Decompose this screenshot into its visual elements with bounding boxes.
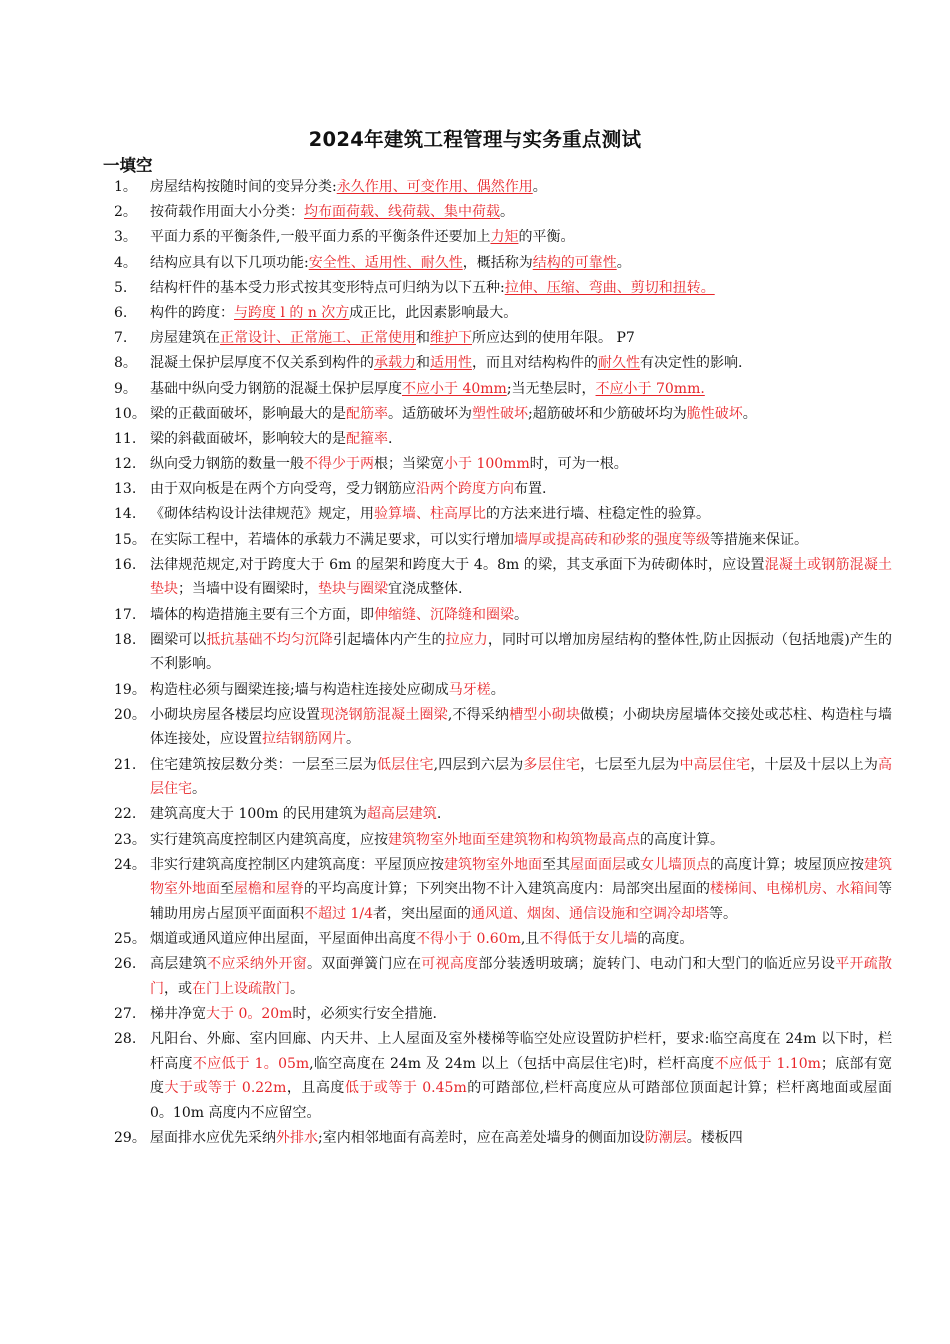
question-segment: 。适筋破坏为 — [388, 405, 472, 422]
answer-text: 拉伸、压缩、弯曲、剪切和扭转。 — [504, 279, 715, 296]
question-segment: 的高度计算。 — [640, 831, 724, 848]
question-item — [0, 175, 950, 200]
question-item — [0, 628, 950, 677]
answer-text: 不得小于 0.60m — [416, 931, 521, 948]
question-segment: 非实行建筑高度控制区内建筑高度：平屋顶应按 — [150, 856, 444, 873]
question-segment: 时，可为一根。 — [529, 456, 628, 473]
question-segment: 构造柱必须与圈梁连接;墙与构造柱连接处应砌成 — [150, 681, 449, 698]
answer-text: 脆性破坏 — [686, 405, 743, 422]
question-segment: 宜浇成整体. — [388, 581, 463, 598]
answer-text: 力矩 — [490, 229, 519, 246]
answer-text: 配筋率 — [346, 405, 388, 422]
question-segment: 构件的跨度： — [150, 304, 234, 321]
answer-text: 墙厚或提高砖和砂浆的强度等级 — [514, 531, 710, 548]
question-text — [0, 200, 950, 225]
question-item — [0, 603, 950, 628]
section-heading: 一填空 — [103, 156, 153, 175]
question-number: 15。 — [114, 531, 146, 548]
answer-text: 低于或等于 0.45m — [344, 1080, 467, 1097]
question-text — [0, 477, 950, 502]
question-text — [0, 1002, 950, 1027]
question-segment: 引起墙体内产生的 — [333, 631, 446, 648]
answer-text: 拉结钢筋网片 — [262, 731, 346, 748]
answer-text: 配箍率 — [346, 430, 388, 447]
question-text — [0, 802, 950, 827]
question-segment: ;室内相邻地面有高差时，应在高差处墙身的侧面加设 — [318, 1130, 645, 1147]
question-number: 9。 — [114, 380, 137, 397]
question-segment: 等。 — [708, 905, 737, 922]
question-segment: ，七层至九层为 — [580, 756, 680, 773]
question-text — [0, 628, 950, 677]
question-item — [0, 703, 950, 752]
answer-text: 建筑物室外地面 — [150, 856, 892, 898]
document-title: 2024年建筑工程管理与实务重点测试 — [308, 128, 642, 151]
answer-text: 永久作用、可变作用、偶然作用 — [336, 179, 533, 195]
question-item — [0, 326, 950, 351]
answer-text: 不应小于 70mm. — [595, 380, 705, 397]
question-item — [0, 802, 950, 827]
question-item — [0, 502, 950, 527]
question-number: 1。 — [114, 179, 137, 195]
answer-text: 沿两个跨度方向 — [416, 481, 514, 498]
question-segment: 梁的正截面破坏，影响最大的是 — [150, 405, 346, 422]
question-number: 26. — [114, 956, 137, 973]
question-number: 11. — [114, 430, 137, 447]
question-segment: ,且 — [520, 931, 540, 948]
question-segment: ;超筋破坏和少筋破坏均为 — [528, 405, 687, 422]
question-segment: 时，必须实行安全措施. — [292, 1006, 437, 1023]
question-text — [0, 326, 950, 351]
question-text — [0, 753, 950, 802]
question-segment: 和 — [416, 355, 430, 372]
question-list — [0, 175, 950, 1151]
question-segment: 和 — [416, 330, 430, 347]
question-number: 21. — [114, 756, 137, 773]
answer-text: 混凝土或钢筋混凝土垫块 — [150, 556, 892, 598]
answer-text: 在门上设疏散门 — [192, 980, 290, 997]
question-segment: 法律规范规定,对于跨度大于 6m 的屋架和跨度大于 4。8m 的梁，其支承面下为砖砌体时，应设置 — [150, 556, 765, 573]
answer-text: 均布面荷载、线荷载、集中荷载 — [304, 204, 500, 221]
question-number: 7. — [114, 330, 128, 347]
question-segment: ,不得采纳 — [447, 706, 510, 723]
answer-text: 屋面面层 — [570, 856, 626, 873]
question-number: 13. — [114, 481, 137, 498]
answer-text: 验算墙、柱高厚比 — [374, 506, 486, 523]
answer-text: 中高层住宅 — [679, 756, 751, 773]
question-segment: 高层建筑 — [150, 956, 208, 973]
question-segment: ，或 — [164, 980, 192, 997]
answer-text: 不应小于 40mm — [402, 380, 507, 397]
answer-text: 超高层建筑 — [366, 806, 437, 823]
question-segment: 。 — [532, 179, 547, 195]
question-item — [0, 427, 950, 452]
answer-text: 拉应力 — [445, 631, 488, 648]
question-item — [0, 678, 950, 703]
answer-text: 大于 0。20m — [206, 1006, 293, 1023]
answer-text: 维护下 — [430, 330, 472, 347]
question-segment: 屋面排水应优先采纳 — [150, 1130, 276, 1147]
question-item — [0, 528, 950, 553]
answer-text: 不得少于两 — [304, 456, 374, 473]
answer-text: 正常设计、正常施工、正常使用 — [220, 330, 416, 347]
question-segment: 。双面弹簧门应在 — [307, 956, 422, 973]
question-segment: ，而且对结构构件的 — [472, 355, 598, 372]
question-segment: 。 — [742, 405, 757, 422]
answer-text: 抵抗基础不均匀沉降 — [206, 631, 334, 648]
answer-text: 伸缩缝、沉降缝和圈梁 — [374, 606, 514, 623]
question-segment: 。 — [192, 781, 206, 798]
question-item — [0, 1002, 950, 1027]
question-segment: 。 — [346, 731, 360, 748]
question-text — [0, 1027, 950, 1125]
question-text — [0, 251, 950, 276]
answer-text: 外排水 — [276, 1130, 318, 1147]
question-item — [0, 828, 950, 853]
question-segment: 成正比，此因素影响最大。 — [349, 304, 518, 321]
answer-text: 防潮层 — [644, 1130, 687, 1147]
question-item — [0, 927, 950, 952]
question-segment: 房屋建筑在 — [150, 330, 220, 347]
answer-text: 高层住宅 — [150, 756, 893, 798]
question-segment: 混凝土保护层厚度不仅关系到构件的 — [150, 355, 374, 372]
question-segment: 至 — [220, 881, 234, 898]
answer-text: 多层住宅 — [523, 756, 581, 773]
answer-text: 垫块与圈梁 — [318, 581, 388, 598]
answer-text: 现浇钢筋混凝土圈梁 — [320, 706, 448, 723]
question-number: 19。 — [114, 681, 146, 698]
question-segment: ,临空高度在 24m 及 24m 以上（包括中高层住宅)时，栏杆高度 — [309, 1055, 715, 1072]
question-segment: . — [388, 430, 393, 447]
question-segment: 。 — [290, 980, 304, 997]
question-segment: ；底部有宽度 — [150, 1055, 893, 1097]
question-text — [0, 553, 950, 602]
question-segment: 房屋结构按随时间的变异分类: — [150, 179, 337, 195]
question-segment: 的高度计算；坡屋顶应按 — [710, 856, 864, 873]
question-text — [0, 301, 950, 326]
question-segment: ,四层到六层为 — [433, 756, 524, 773]
question-segment: 梯井净宽 — [150, 1006, 206, 1023]
question-segment: . — [436, 806, 442, 823]
question-number: 25。 — [114, 931, 146, 948]
answer-text: 低层住宅 — [376, 756, 434, 773]
answer-text: 可视高度 — [421, 956, 479, 973]
answer-text: 小于 100mm — [444, 456, 530, 473]
question-segment: 根；当梁宽 — [374, 456, 444, 473]
question-text — [0, 452, 950, 477]
question-number: 2。 — [114, 204, 137, 221]
question-text — [0, 175, 950, 200]
question-text — [0, 351, 950, 376]
answer-text: 不超过 1/4 — [304, 905, 373, 922]
question-text — [0, 225, 950, 250]
question-number: 6. — [114, 304, 128, 321]
question-segment: 梁的斜截面破坏，影响较大的是 — [150, 430, 346, 447]
question-segment: 等措施来保证。 — [710, 531, 808, 548]
question-number: 29。 — [114, 1130, 146, 1147]
answer-text: 马牙槎 — [448, 681, 491, 698]
question-number: 5. — [114, 279, 128, 296]
question-number: 17. — [114, 606, 137, 623]
answer-text: 不应低于 1.10m — [714, 1055, 821, 1072]
question-text — [0, 276, 950, 301]
question-item — [0, 952, 950, 1001]
question-item — [0, 553, 950, 602]
question-text — [0, 952, 950, 1001]
question-segment: 的平均高度计算；下列突出物不计入建筑高度内：局部突出屋面的 — [304, 881, 710, 898]
question-item — [0, 301, 950, 326]
question-segment: 烟道或通风道应伸出屋面，平屋面伸出高度 — [150, 931, 416, 948]
question-segment: 或 — [626, 856, 640, 873]
question-text — [0, 603, 950, 628]
question-segment: 圈梁可以 — [150, 631, 207, 648]
question-segment: 纵向受力钢筋的数量一般 — [150, 456, 304, 473]
question-segment: 凡阳台、外廊、室内回廊、内天井、上人屋面及室外楼梯等临空处应设置防护栏杆，要求:临空高度在 24m 以下时，栏杆高度 — [150, 1031, 892, 1072]
answer-text: 结构的可靠性 — [532, 254, 617, 271]
answer-text: 建筑物室外地面至建筑物和构筑物最高点 — [388, 831, 640, 848]
question-segment: 有决定性的影响. — [640, 355, 743, 372]
question-item — [0, 377, 950, 402]
question-item — [0, 251, 950, 276]
question-segment: 所应达到的使用年限。 P7 — [472, 330, 635, 347]
question-segment: 建筑高度大于 100m 的民用建筑为 — [150, 806, 367, 823]
question-number: 23。 — [114, 831, 146, 848]
question-segment: ;当无垫层时， — [506, 380, 596, 397]
question-item — [0, 853, 950, 927]
question-segment: 至其 — [542, 856, 570, 873]
question-segment: 在实际工程中，若墙体的承载力不满足要求，可以实行增加 — [150, 531, 514, 548]
question-segment: 按荷载作用面大小分类： — [150, 204, 304, 221]
answer-text: 不应采纳外开窗 — [207, 956, 308, 973]
question-segment: 。 — [616, 254, 631, 271]
question-number: 10。 — [114, 405, 146, 422]
question-number: 28. — [114, 1031, 137, 1048]
question-text — [0, 427, 950, 452]
question-segment: 结构应具有以下几项功能: — [150, 254, 309, 271]
question-segment: 实行建筑高度控制区内建筑高度，应按 — [150, 831, 388, 848]
question-segment: 结构杆件的基本受力形式按其变形特点可归纳为以下五种: — [150, 279, 505, 296]
question-number: 14. — [114, 506, 137, 523]
question-segment: 。楼板四 — [686, 1130, 743, 1147]
answer-text: 楼梯间、电梯机房、水箱间 — [710, 881, 878, 898]
question-segment: 小砌块房屋各楼层均应设置 — [150, 706, 321, 723]
answer-text: 不得低于女儿墙 — [539, 931, 638, 948]
question-number: 3。 — [114, 229, 137, 246]
question-segment: 的可踏部位,栏杆高度应从可踏部位顶面起计算；栏杆离地面或屋面 0。10m 高度内不应留空。 — [150, 1080, 893, 1121]
answer-text: 通风道、烟囱、通信设施和空调冷却塔 — [470, 905, 709, 922]
question-item — [0, 477, 950, 502]
question-segment: ，同时可以增加房屋结构的整体性,防止因振动（包括地震)产生的不利影响。 — [150, 631, 893, 673]
question-number: 18. — [114, 631, 137, 648]
question-item — [0, 402, 950, 427]
question-item — [0, 753, 950, 802]
question-segment: 的方法来进行墙、柱稳定性的验算。 — [486, 506, 710, 523]
question-segment: 由于双向板是在两个方向受弯，受力钢筋应 — [150, 481, 416, 498]
question-item — [0, 1126, 950, 1151]
question-segment: 墙体的构造措施主要有三个方面，即 — [150, 606, 374, 623]
question-segment: 。 — [514, 606, 528, 623]
question-segment: 住宅建筑按层数分类：一层至三层为 — [150, 756, 377, 773]
question-segment: 。 — [500, 204, 514, 221]
question-segment: 。 — [490, 681, 505, 698]
answer-text: 建筑物室外地面 — [444, 856, 542, 873]
answer-text: 槽型小砌块 — [509, 706, 581, 723]
answer-text: 不应低于 1。05m — [192, 1055, 310, 1072]
question-segment: 平面力系的平衡条件,一般平面力系的平衡条件还要加上 — [150, 229, 491, 246]
question-segment: 的平衡。 — [518, 229, 575, 246]
answer-text: 承载力 — [374, 355, 416, 372]
answer-text: 女儿墙顶点 — [640, 856, 710, 873]
question-text — [0, 377, 950, 402]
question-segment: 布置. — [514, 481, 547, 498]
question-segment: 的高度。 — [637, 931, 694, 948]
question-segment: 做模；小砌块房屋墙体交接处或芯柱、构造柱与墙体连接处，应设置 — [150, 706, 893, 748]
answer-text: 安全性、适用性、耐久性 — [308, 254, 463, 271]
answer-text: 平开疏散门 — [150, 956, 893, 997]
question-number: 12. — [114, 456, 137, 473]
question-segment: ，且高度 — [286, 1080, 345, 1097]
question-text — [0, 502, 950, 527]
question-number: 24。 — [114, 856, 146, 873]
question-number: 20。 — [114, 706, 146, 723]
answer-text: 屋檐和屋脊 — [234, 881, 304, 898]
question-number: 4。 — [114, 254, 137, 271]
answer-text: 与跨度 l 的 n 次方 — [234, 304, 350, 321]
answer-text: 塑性破坏 — [472, 405, 528, 422]
question-number: 8。 — [114, 355, 137, 372]
question-segment: ；当墙中设有圈梁时， — [178, 581, 318, 598]
question-segment: ，十层及十层以上为 — [750, 756, 879, 773]
question-segment: 部分装透明玻璃；旋转门、电动门和大型门的临近应另设 — [478, 956, 836, 973]
question-number: 27. — [114, 1006, 137, 1023]
answer-text: 大于或等于 0.22m — [164, 1080, 287, 1097]
answer-text: 耐久性 — [598, 355, 640, 372]
question-segment: 《砌体结构设计法律规范》规定，用 — [150, 506, 374, 523]
question-segment: 等辅助用房占屋顶平面面积 — [150, 881, 892, 922]
question-number: 22. — [114, 806, 137, 823]
question-item — [0, 200, 950, 225]
question-segment: 者，突出屋面的 — [372, 905, 471, 922]
answer-text: 适用性 — [430, 355, 472, 372]
question-item — [0, 225, 950, 250]
question-segment: ，概括称为 — [462, 254, 533, 271]
question-number: 16. — [114, 556, 137, 573]
question-item — [0, 452, 950, 477]
question-segment: 基础中纵向受力钢筋的混凝土保护层厚度 — [150, 380, 402, 397]
question-item — [0, 351, 950, 376]
question-item — [0, 1027, 950, 1125]
question-item — [0, 276, 950, 301]
